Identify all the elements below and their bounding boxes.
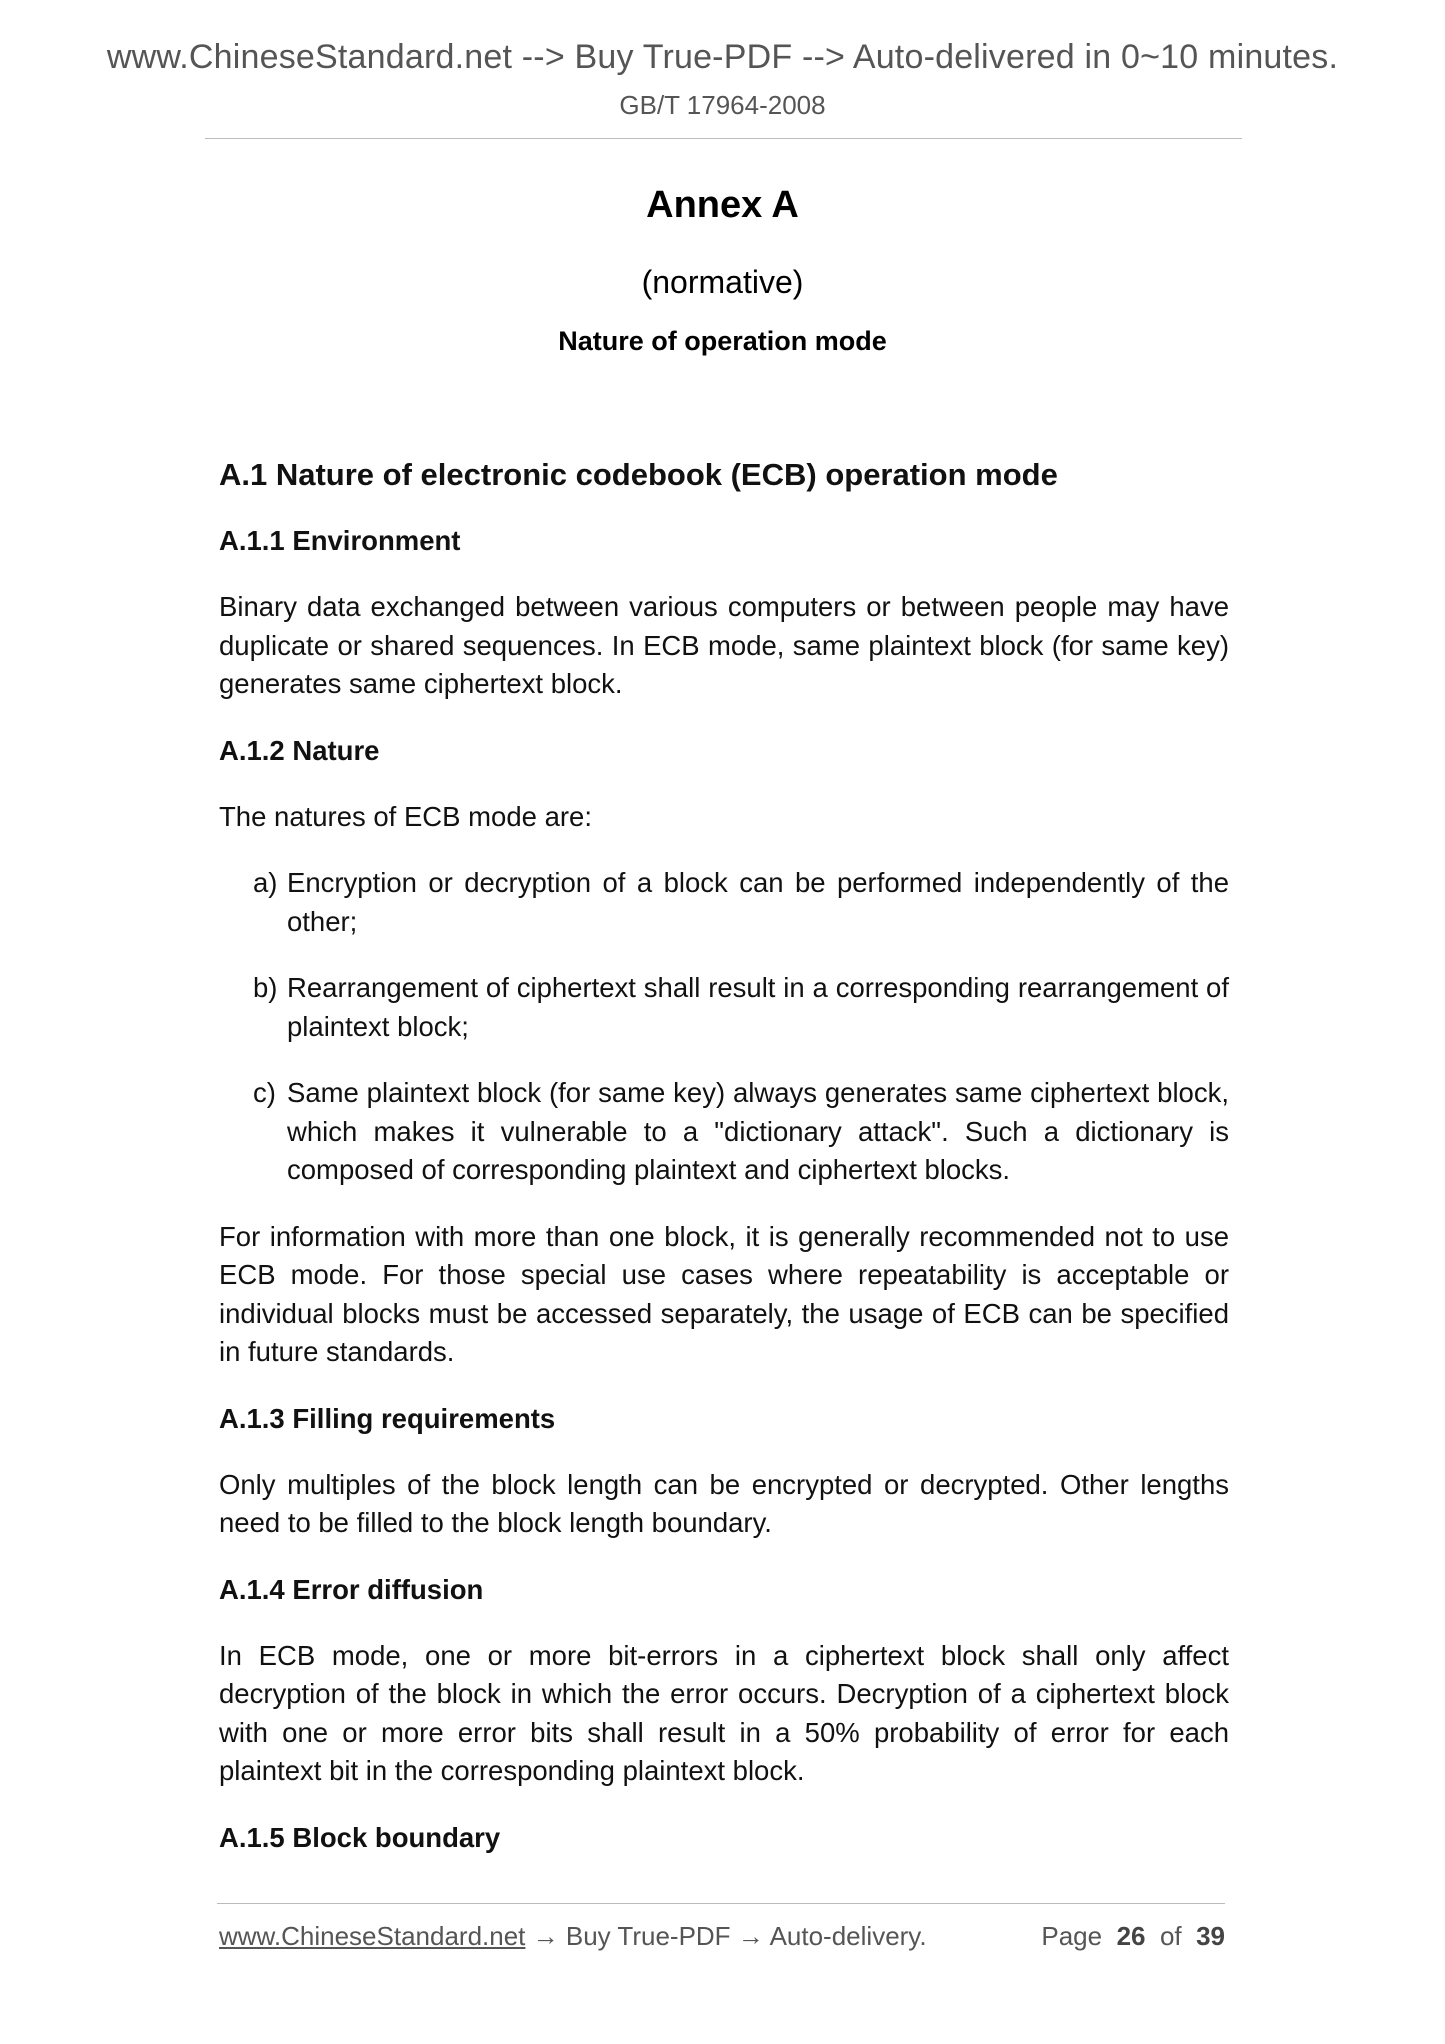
page-number bbox=[1041, 1921, 1225, 1952]
list-item bbox=[253, 864, 1229, 941]
header-banner: www.ChineseStandard.net --> Buy True-PDF --> Auto-delivered in 0~10 minutes. bbox=[106, 38, 1339, 76]
page-footer bbox=[219, 1921, 1225, 1955]
list-marker: a) bbox=[253, 867, 278, 898]
footer-left bbox=[219, 1921, 927, 1952]
main-content bbox=[219, 452, 1229, 1885]
section-heading-a13: A.1.3 Filling requirements bbox=[219, 1402, 556, 1434]
page-total: 39 bbox=[1196, 1921, 1225, 1951]
page-current: 26 bbox=[1116, 1921, 1146, 1951]
paragraph-a13: Only multiples of the block length can be encrypted or decrypted. Other lengths need to be filled to the block length boundary. bbox=[219, 1468, 1229, 1538]
list-item-text: Same plaintext block (for same key) always generates same ciphertext block, which makes it vulnerable to a "dictionary attack". Such a dictionary is composed of corresponding plaintext and ciphertext blocks. bbox=[287, 1077, 1229, 1185]
annex-subtitle: Nature of operation mode bbox=[558, 326, 887, 356]
paragraph-a11: Binary data exchanged between various computers or between people may have duplicate or shared sequences. In ECB mode, same plaintext block (for same key) generates same ciphertext block. bbox=[219, 591, 1229, 699]
section-heading-a15: A.1.5 Block boundary bbox=[219, 1821, 501, 1853]
list-marker: b) bbox=[253, 972, 278, 1003]
section-heading-a12: A.1.2 Nature bbox=[219, 734, 380, 766]
list-marker: c) bbox=[253, 1077, 276, 1108]
annex-normative-label: (normative) bbox=[641, 264, 804, 300]
list-item-text: Rearrangement of ciphertext shall result in a corresponding rearrangement of plaintext block; bbox=[287, 972, 1229, 1042]
paragraph-a12-closing: For information with more than one block, it is generally recommended not to use ECB mode. For those special use cases where repeatability is acceptable or individual blocks must be accessed separately, the usage of ECB can be specified in future standards. bbox=[219, 1220, 1229, 1367]
paragraph-a12-intro: The natures of ECB mode are: bbox=[219, 800, 592, 832]
section-heading-a1: A.1 Nature of electronic codebook (ECB) operation mode bbox=[219, 457, 1058, 492]
page-label: Page bbox=[1041, 1921, 1103, 1951]
section-heading-a14: A.1.4 Error diffusion bbox=[219, 1573, 484, 1605]
section-heading-a11: A.1.1 Environment bbox=[219, 525, 461, 556]
annex-title: Annex A bbox=[646, 184, 799, 226]
page-of-label: of bbox=[1159, 1921, 1182, 1951]
footer-tagline: → Buy True-PDF → Auto-delivery. bbox=[525, 1921, 927, 1951]
footer-website-link[interactable]: www.ChineseStandard.net bbox=[219, 1921, 526, 1951]
paragraph-a14: In ECB mode, one or more bit-errors in a ciphertext block shall only affect decryption of the block in which the error occurs. Decryption of a ciphertext block with one or more error bits shall result in a 50% probability of error for each plaintext bit in the corresponding plaintext block. bbox=[219, 1639, 1229, 1786]
standard-code: GB/T 17964-2008 bbox=[619, 90, 826, 120]
list-item-text: Encryption or decryption of a block can be performed independently of the other; bbox=[287, 867, 1229, 937]
list-item bbox=[253, 969, 1229, 1046]
header-divider bbox=[205, 138, 1242, 139]
list-item bbox=[253, 1074, 1229, 1190]
footer-divider bbox=[217, 1903, 1225, 1904]
